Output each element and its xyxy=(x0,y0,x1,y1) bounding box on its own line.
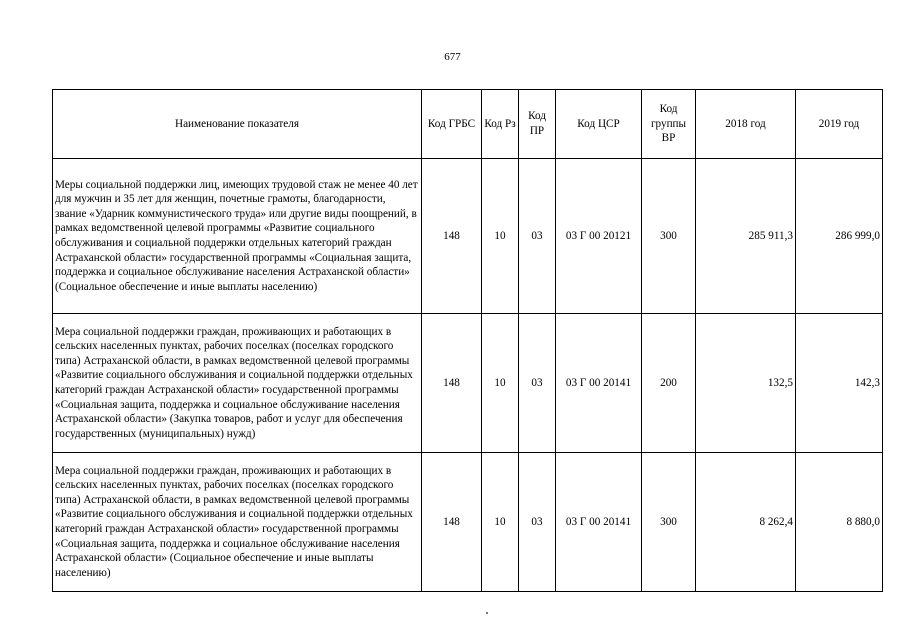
table-row xyxy=(53,314,883,453)
header-grbs: Код ГРБС xyxy=(422,90,482,159)
cell-grbs: 148 xyxy=(422,314,482,453)
page-number: 677 xyxy=(444,51,461,63)
cell-vr: 200 xyxy=(642,314,696,453)
cell-name: Мера социальной поддержки граждан, проживающих и работающих в сельских населенных пунктах, рабочих поселках (поселках городского типа) Астраханской области, в рамках ведомственной целевой программы «Развитие социального обслуживания и социальной поддержки отдельных категорий граждан Астраханской области» государственной программы «Социальная защита, поддержка и социальное обслуживание населения Астраханской области» (Социальное обеспечение и иные выплаты населению) xyxy=(53,453,422,592)
cell-pr: 03 xyxy=(519,453,556,592)
cell-grbs: 148 xyxy=(422,453,482,592)
cell-vr: 300 xyxy=(642,159,696,314)
scan-speck xyxy=(486,612,488,614)
cell-2019: 8 880,0 xyxy=(796,453,883,592)
cell-name: Меры социальной поддержки лиц, имеющих трудовой стаж не менее 40 лет для мужчин и 35 лет для женщин, почетные грамоты, благодарности, звание «Ударник коммунистического труда» или другие виды поощрений, в рамках ведомственной целевой программы «Развитие социального обслуживания и социальной поддержки отдельных категорий граждан Астраханской области» государственной программы «Социальная защита, поддержка и социальное обслуживание населения Астраханской области» (Социальное обеспечение и иные выплаты населению) xyxy=(53,159,422,314)
cell-csr: 03 Г 00 20141 xyxy=(556,314,642,453)
table-row xyxy=(53,159,883,314)
cell-2018: 8 262,4 xyxy=(696,453,796,592)
cell-name: Мера социальной поддержки граждан, проживающих и работающих в сельских населенных пунктах, рабочих поселках (поселках городского типа) Астраханской области, в рамках ведомственной целевой программы «Развитие социального обслуживания и социальной поддержки отдельных категорий граждан Астраханской области» государственной программы «Социальная защита, поддержка и социальное обслуживание населения Астраханской области» (Закупка товаров, работ и услуг для обеспечения государственных (муниципальных) нужд) xyxy=(53,314,422,453)
cell-csr: 03 Г 00 20121 xyxy=(556,159,642,314)
cell-vr: 300 xyxy=(642,453,696,592)
table-header-row xyxy=(53,90,883,159)
header-vr: Код группы ВР xyxy=(642,90,696,159)
cell-2018: 132,5 xyxy=(696,314,796,453)
budget-table xyxy=(52,89,883,592)
cell-grbs: 148 xyxy=(422,159,482,314)
cell-pr: 03 xyxy=(519,314,556,453)
cell-2019: 142,3 xyxy=(796,314,883,453)
cell-rz: 10 xyxy=(482,159,519,314)
header-2018: 2018 год xyxy=(696,90,796,159)
header-name: Наименование показателя xyxy=(53,90,422,159)
header-2019: 2019 год xyxy=(796,90,883,159)
cell-pr: 03 xyxy=(519,159,556,314)
cell-2018: 285 911,3 xyxy=(696,159,796,314)
cell-rz: 10 xyxy=(482,453,519,592)
header-csr: Код ЦСР xyxy=(556,90,642,159)
cell-2019: 286 999,0 xyxy=(796,159,883,314)
table-row xyxy=(53,453,883,592)
header-pr: Код ПР xyxy=(519,90,556,159)
cell-rz: 10 xyxy=(482,314,519,453)
header-rz: Код Рз xyxy=(482,90,519,159)
cell-csr: 03 Г 00 20141 xyxy=(556,453,642,592)
